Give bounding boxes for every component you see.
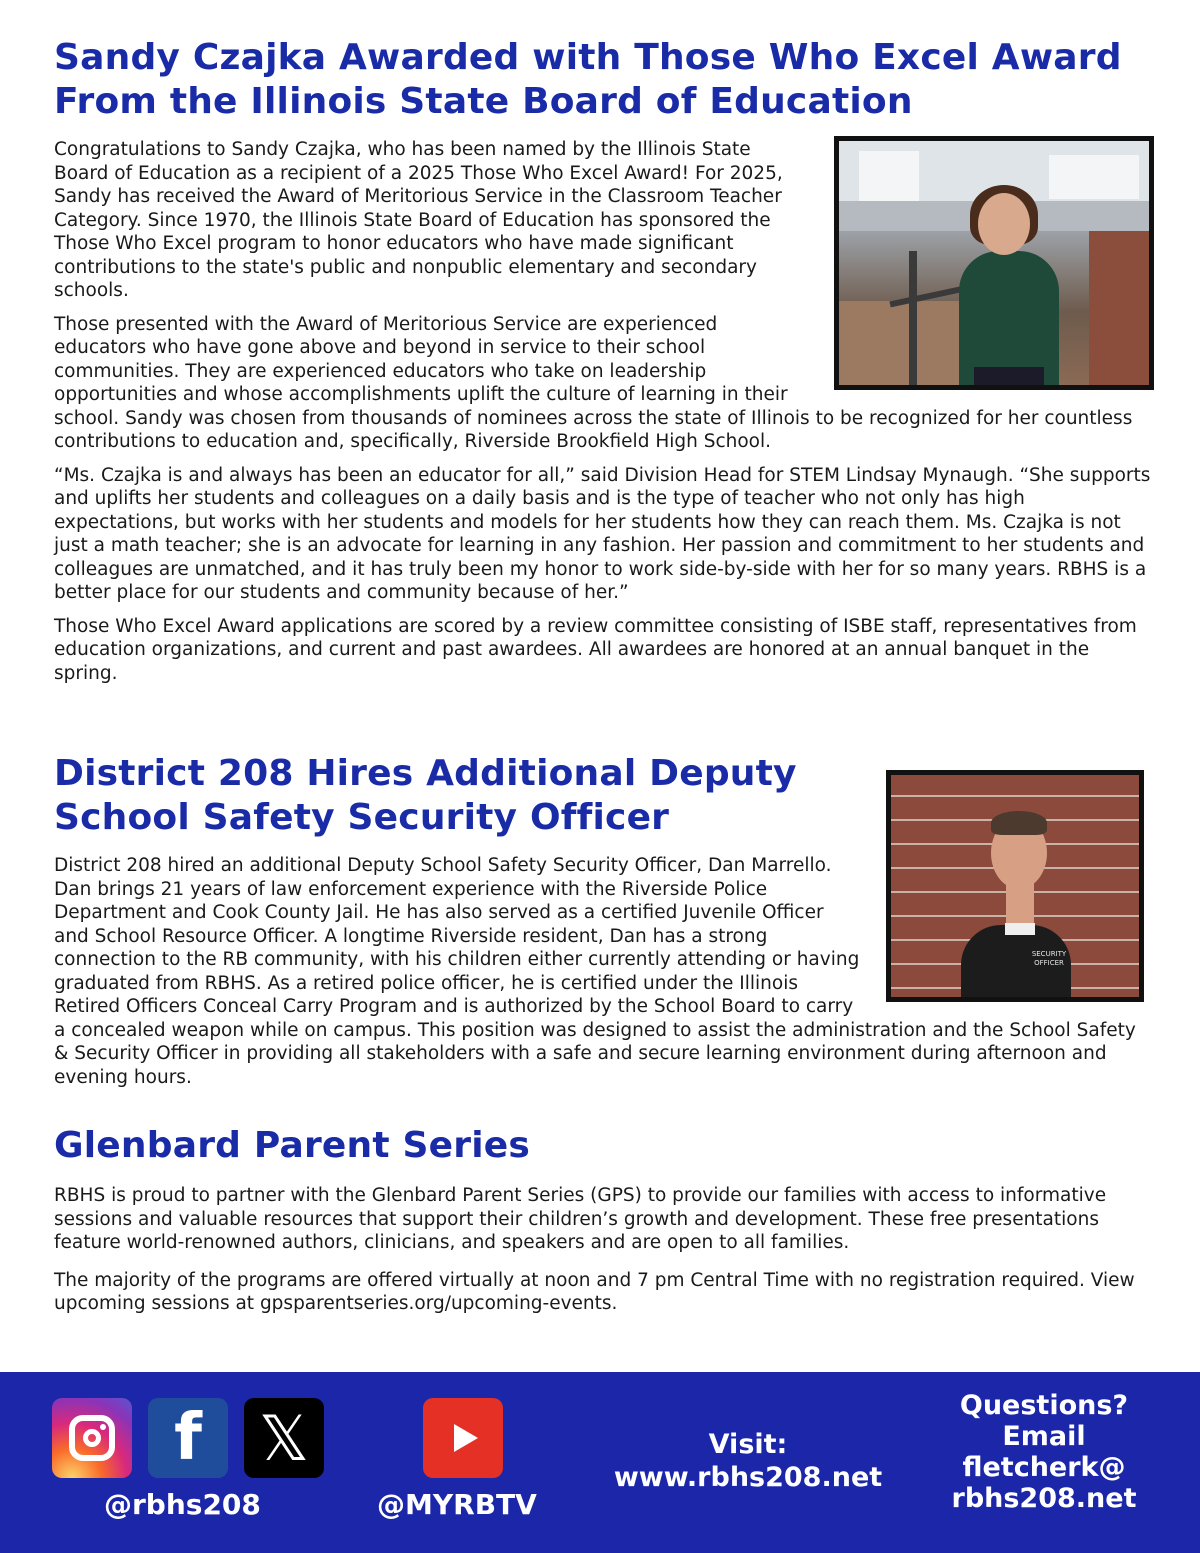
- social-handle[interactable]: @rbhs208: [104, 1488, 261, 1521]
- article-czajka-paragraph: Congratulations to Sandy Czajka, who has been named by the Illinois State Board of Education as a recipient of a 2025 Those Who Excel Award! For 2025, Sandy has received the Award of Meritorious Service in the Classroom Teacher Category. Since 1970, the Illinois State Board of Education has sponsored the Those Who Excel program to honor educators who have made significant contributions to the state's public and nonpublic elementary and secondary schools.: [54, 139, 783, 301]
- article-glenbard: [54, 1124, 1154, 1316]
- questions-block: [936, 1390, 1152, 1514]
- questions-label: Questions?: [959, 1390, 1129, 1421]
- article-czajka-paragraph: Those Who Excel Award applications are scored by a review committee consisting of ISBE staff, representatives from education organizations, and current and past awardees. All awardees are honored at an annual banquet in the spring.: [54, 615, 1137, 684]
- website-link[interactable]: www.rbhs208.net: [613, 1462, 883, 1493]
- article-glenbard-title: Glenbard Parent Series: [54, 1125, 530, 1166]
- article-glenbard-paragraph: The majority of the programs are offered virtually at noon and 7 pm Central Time with no registration required. View upcoming sessions at gpsparentseries.org/upcoming-events.: [54, 1269, 1135, 1314]
- footer-bar: [0, 1372, 1200, 1553]
- security-officer-badge: SECURITY OFFICER: [1031, 950, 1067, 967]
- article-glenbard-paragraph: RBHS is proud to partner with the Glenbard Parent Series (GPS) to provide our families with access to informative sessions and valuable resources that support their children’s growth and development. These free presentations feature world-renowned authors, clinicians, and speakers and are open to all families.: [54, 1185, 1107, 1253]
- visit-block: [600, 1428, 896, 1494]
- article-czajka-quote: “Ms. Czajka is and always has been an educator for all,” said Division Head for STEM Lindsay Mynaugh. “She supports and uplifts her students and colleagues on a daily basis and is the type of teacher who not only has high expectations, but works with her students and models for her students how they can reach them. Ms. Czajka is not just a math teacher; she is an advocate for learning in any fashion. Her passion and commitment to her students and colleagues are unmatched, and it has truly been my honor to work side-by-side with her for so many years. RBHS is a better place for our students and community because of her.”: [54, 464, 1151, 603]
- article-czajka-title: Sandy Czajka Awarded with Those Who Excel Award From the Illinois State Board of Education: [54, 37, 1122, 122]
- x-icon[interactable]: 𝕏: [244, 1398, 324, 1478]
- visit-label: Visit:: [708, 1429, 788, 1460]
- email-link-line2[interactable]: rbhs208.net: [951, 1483, 1137, 1514]
- youtube-handle[interactable]: @MYRBTV: [377, 1488, 537, 1521]
- article-czajka-paragraph: Those presented with the Award of Meritorious Service are experienced educators who have gone above and beyond in service to their school communities. They are experienced educators who take on leadership opportunities and whose accomplishments uplift the culture of learning in their school. Sandy was chosen from thousands of nominees across the state of Illinois to be recognized for her countless contributions to education and, specifically, Riverside Brookfield High School.: [54, 313, 1133, 452]
- article-deputy-officer: [54, 752, 1154, 1089]
- instagram-icon[interactable]: [52, 1398, 132, 1478]
- email-link-line1[interactable]: fletcherk@: [962, 1452, 1126, 1483]
- youtube-icon[interactable]: [423, 1398, 503, 1478]
- facebook-icon[interactable]: f: [148, 1398, 228, 1478]
- article-czajka: [54, 36, 1154, 685]
- email-label: Email: [1002, 1421, 1086, 1452]
- dan-marrello-photo: [886, 770, 1144, 1002]
- article-deputy-paragraph: District 208 hired an additional Deputy School Safety Security Officer, Dan Marrello. Dan brings 21 years of law enforcement experience with the Riverside Police Department and Cook County Jail. He has also served as a certified Juvenile Officer and School Resource Officer. A longtime Riverside resident, Dan has a strong connection to the RB community, with his children either currently attending or having graduated from RBHS. As a retired police officer, he is certified under the Illinois Retired Officers Conceal Carry Program and is authorized by the School Board to carry a concealed weapon while on campus. This position was designed to assist the administration and the School Safety & Security Officer in providing all stakeholders with a safe and secure learning environment during afternoon and evening hours.: [54, 855, 1136, 1088]
- sandy-czajka-photo: [834, 136, 1154, 390]
- article-deputy-title: District 208 Hires Additional Deputy School Safety Security Officer: [54, 753, 797, 838]
